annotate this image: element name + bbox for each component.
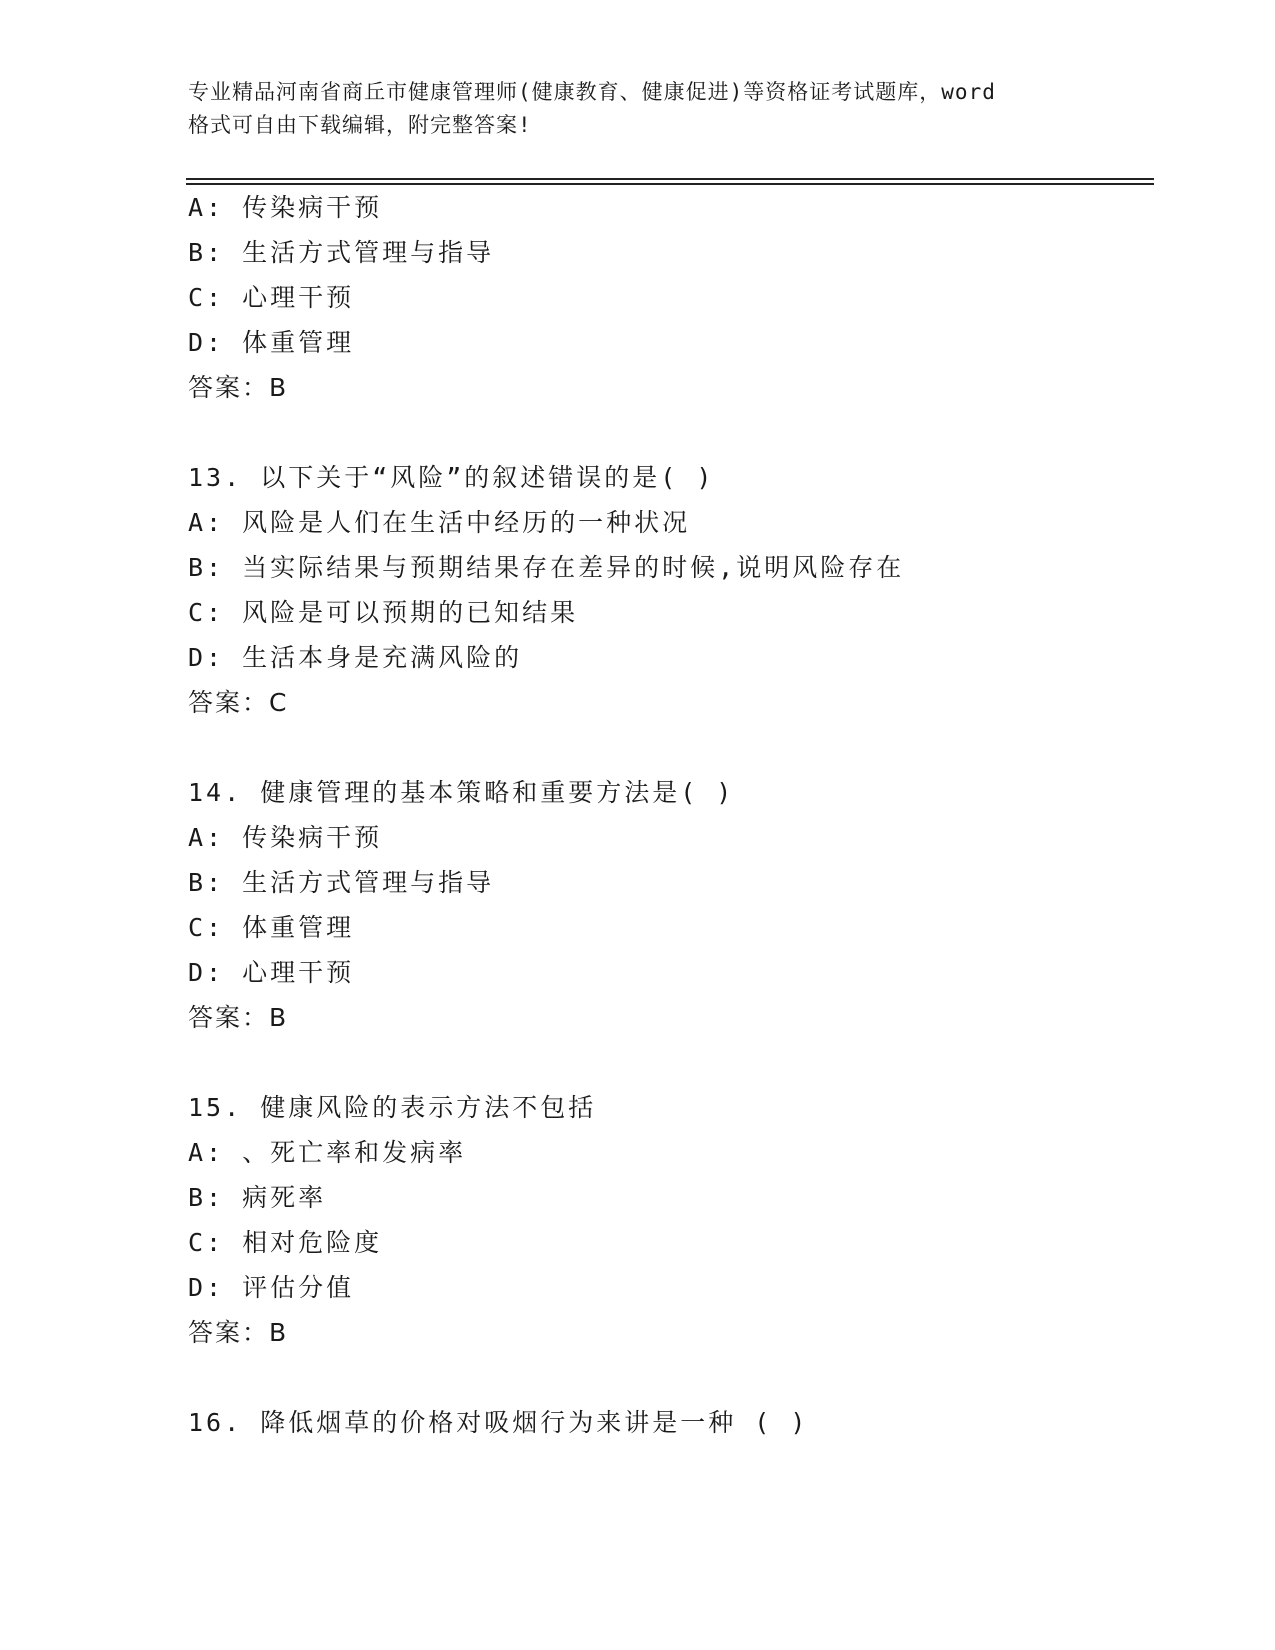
q13-stem: 13. 以下关于“风险”的叙述错误的是( ) bbox=[188, 463, 715, 492]
q13-option-c: C: 风险是可以预期的已知结果 bbox=[188, 598, 579, 627]
q15-answer: 答案：B bbox=[188, 1318, 289, 1347]
q14-answer: 答案：B bbox=[188, 1003, 289, 1032]
q12-option-b: B: 生活方式管理与指导 bbox=[188, 238, 495, 267]
q12-option-d: D: 体重管理 bbox=[188, 328, 355, 357]
q13-option-b: B: 当实际结果与预期结果存在差异的时候,说明风险存在 bbox=[188, 553, 905, 582]
q15-option-b: B: 病死率 bbox=[188, 1183, 327, 1212]
q16-stem: 16. 降低烟草的价格对吸烟行为来讲是一种 ( ) bbox=[188, 1408, 809, 1437]
q14-stem: 14. 健康管理的基本策略和重要方法是( ) bbox=[188, 778, 735, 807]
q14-option-d: D: 心理干预 bbox=[188, 958, 355, 987]
document-header bbox=[188, 76, 1088, 142]
q12-answer: 答案：B bbox=[188, 373, 289, 402]
q15-option-a: A: 、死亡率和发病率 bbox=[188, 1138, 467, 1167]
header-line-1: 专业精品河南省商丘市健康管理师(健康教育、健康促进)等资格证考试题库，word bbox=[188, 80, 996, 104]
q14-option-b: B: 生活方式管理与指导 bbox=[188, 868, 495, 897]
header-divider-top bbox=[186, 178, 1154, 180]
q13-answer: 答案：C bbox=[188, 688, 289, 717]
q14-option-a: A: 传染病干预 bbox=[188, 823, 383, 852]
q13-option-d: D: 生活本身是充满风险的 bbox=[188, 643, 523, 672]
q15-option-c: C: 相对危险度 bbox=[188, 1228, 383, 1257]
header-line-2: 格式可自由下载编辑，附完整答案! bbox=[188, 113, 532, 137]
q13-option-a: A: 风险是人们在生活中经历的一种状况 bbox=[188, 508, 691, 537]
q15-option-d: D: 评估分值 bbox=[188, 1273, 355, 1302]
q14-option-c: C: 体重管理 bbox=[188, 913, 355, 942]
q12-option-c: C: 心理干预 bbox=[188, 283, 355, 312]
q15-stem: 15. 健康风险的表示方法不包括 bbox=[188, 1093, 597, 1122]
q12-option-a: A: 传染病干预 bbox=[188, 193, 383, 222]
header-divider-bottom bbox=[186, 183, 1154, 185]
